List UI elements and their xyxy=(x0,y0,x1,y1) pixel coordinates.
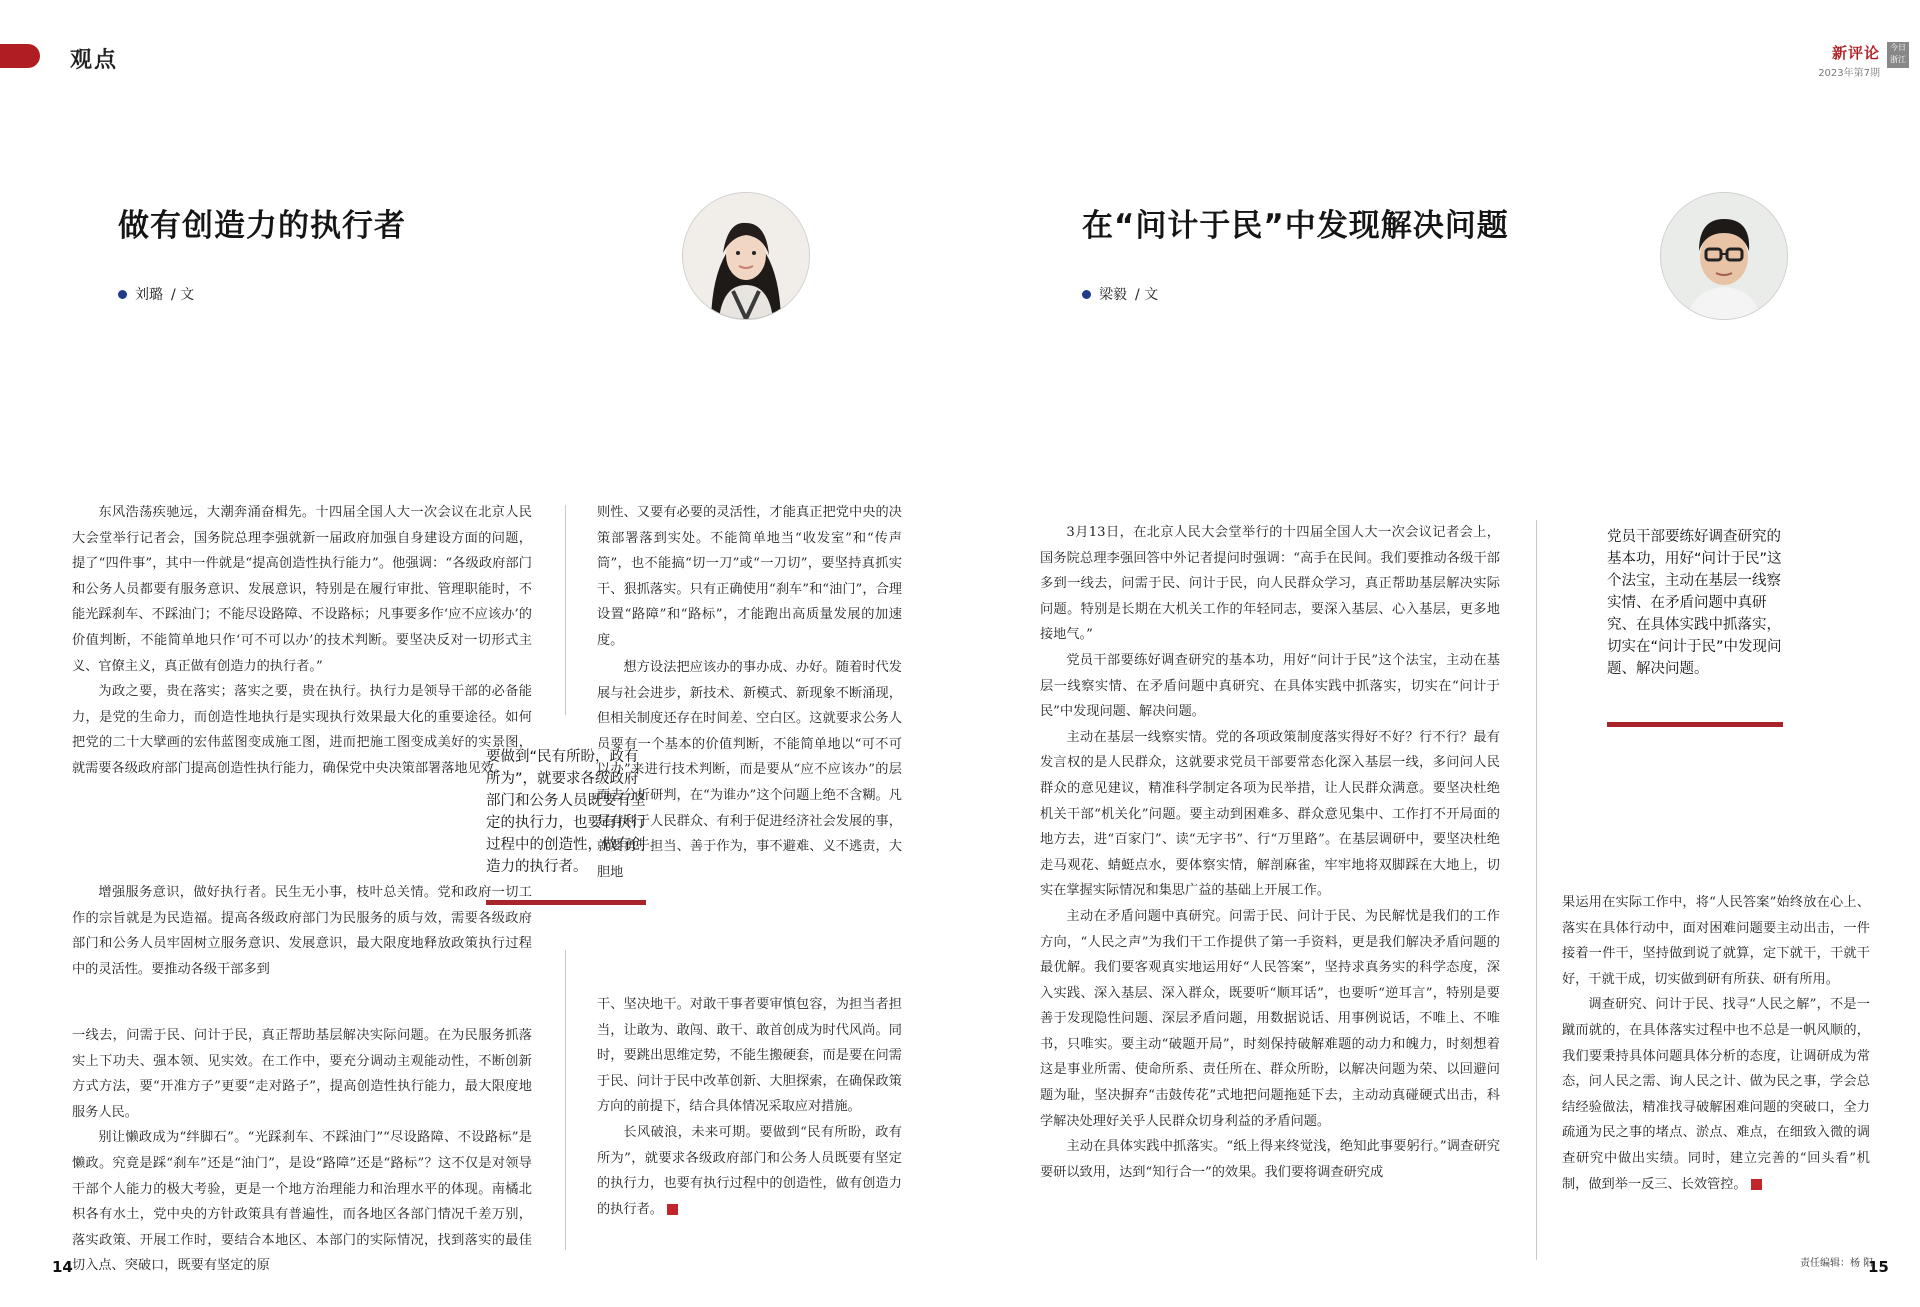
paragraph: 一线去，问需于民、问计于民，真正帮助基层解决实际问题。在为民服务抓落实上下功夫、强本领、见实效。在工作中，要充分调动主观能动性，不断创新方式方法，要“开准方子”更要“走对路子”，提高创造性执行能力，最大限度地服务人民。 xyxy=(72,1028,532,1120)
paragraph: 增强服务意识，做好执行者。民生无小事，枝叶总关情。党和政府一切工作的宗旨就是为民造福。提高各级政府部门为民服务的质与效，需要各级政府部门和公务人员牢固树立服务意识、发展意识，最大限度地释放政策执行过程中的灵活性。要推动各级干部多到 xyxy=(72,885,532,977)
section-marker xyxy=(0,44,40,68)
right-column-1 xyxy=(1040,520,1500,1185)
right-page-number: 15 xyxy=(1868,1258,1889,1276)
woman-portrait-icon xyxy=(683,193,809,319)
column-divider xyxy=(565,950,566,1250)
right-column-2 xyxy=(1562,890,1870,1197)
left-byline xyxy=(118,284,194,304)
paragraph xyxy=(1562,992,1870,1197)
right-author-portrait xyxy=(1660,192,1788,320)
paragraph: 党员干部要练好调查研究的基本功，用好“问计于民”这个法宝，主动在基层一线察实情、在矛盾问题中真研究、在具体实践中抓落实，切实在“问计于民”中发现问题、解决问题。 xyxy=(1040,652,1500,720)
paragraph: 主动在具体实践中抓落实。“纸上得来终觉浅，绝知此事要躬行。”调查研究要研以致用，达到“知行合一”的效果。我们要将调查研究成 xyxy=(1040,1139,1500,1180)
left-column-2-lower xyxy=(597,992,902,1222)
left-column-1-lower xyxy=(72,1023,532,1279)
brand-logo-text: 今日 浙江 xyxy=(1890,43,1906,64)
brand-logo-box xyxy=(1887,42,1909,68)
paragraph: 别让懒政成为“绊脚石”。“光踩刹车、不踩油门”“尽设路障、不设路标”是懒政。究竟是踩“刹车”还是“油门”，是设“路障”还是“路标”？这不仅是对领导干部个人能力的极大考验，更是一个地方治理能力和治理水平的体现。南橘北枳各有水土，党中央的方针政策具有普遍性，而各地区各部门情况千差万别，落实政策、开展工作时，要结合本地区、本部门的实际情况，找到落实的最佳切入点、突破口，既要有坚定的原 xyxy=(72,1130,532,1274)
right-pull-quote-bar xyxy=(1607,722,1783,727)
paragraph-text: 长风破浪，未来可期。要做到“民有所盼，政有所为”，就要求各级政府部门和公务人员既要有坚定的执行力，也要有执行过程中的创造性，做有创造力的执行者。 xyxy=(597,1124,902,1217)
left-column-1-mid xyxy=(72,880,532,982)
article-end-mark-icon xyxy=(667,1204,678,1215)
left-page-number: 14 xyxy=(52,1258,73,1276)
paragraph-text: 调查研究、问计于民、找寻“人民之解”，不是一蹴而就的，在具体落实过程中也不总是一帆风顺的，我们要秉持具体问题具体分析的态度，让调研成为常态，问人民之需、询人民之计、做为民之事，学会总结经验做法，精准找寻破解困难问题的突破口，全力疏通为民之事的堵点、淤点、难点，在细致入微的调查研究中做出实绩。同时，建立完善的“回头看”机制，做到举一反三、长效管控。 xyxy=(1562,997,1870,1192)
brand-name: 新评论 xyxy=(1831,44,1880,62)
byline-dot-icon xyxy=(1082,290,1091,299)
column-divider xyxy=(565,505,566,715)
left-author: 刘璐 xyxy=(135,287,163,303)
byline-dot-icon xyxy=(118,290,127,299)
paragraph: 主动在基层一线察实情。党的各项政策制度落实得好不好？行不行？最有发言权的是人民群众，这就要求党员干部要常态化深入基层一线，多问问人民群众的意见建议，精准科学制定各项为民举措，让人民群众满意。要坚决杜绝机关干部“机关化”问题。要主动到困难多、群众意见集中、工作打不开局面的地方去，进“百家门”、读“无字书”、行“万里路”。在基层调研中，要坚决杜绝走马观花、蜻蜓点水，要体察实情，解剖麻雀，牢牢地将双脚踩在大地上，切实在掌握实际情况和集思广益的基础上开展工作。 xyxy=(1040,729,1500,899)
paragraph xyxy=(597,655,902,885)
left-column-2 xyxy=(597,500,902,654)
right-byline xyxy=(1082,284,1158,304)
left-pull-quote-bar xyxy=(486,900,646,905)
section-label: 观点 xyxy=(70,47,119,73)
right-pull-quote: 党员干部要练好调查研究的基本功，用好“问计于民”这个法宝，主动在基层一线察实情、在矛盾问题中真研究、在具体实践中抓落实，切实在“问计于民”中发现问题、解决问题。 xyxy=(1607,529,1782,677)
man-portrait-icon xyxy=(1661,193,1787,319)
right-author-suffix: / 文 xyxy=(1135,287,1159,303)
paragraph-text: 想方设法把应该办的事办成、办好。随着时代发展与社会进步，新技术、新模式、新现象不断涌现，但相关制度还存在时间差、空白区。这就要求公务人员要有一个基本的价值判断，不能简单地以“可不可以办”来进行技术判断，而是要从“应不应该办”的层面去分析研判，在“为谁办”这个问题上绝不含糊。凡是有利于人民群众、有利于促进经济社会发展的事，就要勇于担当、善于作为，事不避难、义不逃责，大胆地 xyxy=(597,660,902,880)
issue-label: 2023年第7期 xyxy=(1818,68,1880,79)
paragraph: 东风浩荡疾驰远，大潮奔涌奋楫先。十四届全国人大一次会议在北京人民大会堂举行记者会，国务院总理李强就新一届政府加强自身建设方面的问题，提了“四件事”，其中一件就是“提高创造性执行能力”。他强调：“各级政府部门和公务人员都要有服务意识、发展意识，特别是在履行审批、管理职能时，不能光踩刹车、不踩油门；不能尽设路障、不设路标；凡事要多作‘应不应该办’的价值判断，不能简单地只作‘可不可以办’的技术判断。要坚决反对一切形式主义、官僚主义，真正做有创造力的执行者。” xyxy=(72,505,532,674)
column-divider xyxy=(1536,520,1537,1260)
paragraph: 主动在矛盾问题中真研究。问需于民、问计于民、为民解忧是我们的工作方向，“人民之声”为我们干工作提供了第一手资料，更是我们解决矛盾问题的最优解。我们要客观真实地运用好“人民答案”，坚持求真务实的科学态度，深入实践、深入基层、深入群众，既要听“顺耳话”，也要听“逆耳言”，特别是要善于发现隐性问题、深层矛盾问题，用数据说话、用事例说话，不唯上、不唯书，只唯实。要主动“破题开局”，时刻保持破解难题的动力和魄力，时刻想着这是事业所需、使命所系、责任所在、群众所盼，以解决问题为荣、以回避问题为耻，坚决摒弃“击鼓传花”式地把问题拖延下去，主动动真碰硬式出击，科学解决处理好关乎人民群众切身利益的矛盾问题。 xyxy=(1040,908,1500,1129)
right-article-title: 在“问计于民”中发现解决问题 xyxy=(1082,208,1509,244)
left-article-title: 做有创造力的执行者 xyxy=(118,208,406,244)
left-author-suffix: / 文 xyxy=(171,287,195,303)
left-pull-quote: 要做到“民有所盼，政有所为”，就要求各级政府部门和公务人员既要有坚定的执行力，也要有执行过程中的创造性，做有创造力的执行者。 xyxy=(486,749,646,875)
left-column-1 xyxy=(72,500,532,782)
left-column-2-first xyxy=(597,655,902,885)
article-end-mark-icon xyxy=(1751,1179,1762,1190)
paragraph: 3月13日，在北京人民大会堂举行的十四届全国人大一次会议记者会上，国务院总理李强回答中外记者提问时强调：“高手在民间。我们要推动各级干部多到一线去，问需于民、问计于民，向人民群众学习，真正帮助基层解决实际问题。特别是长期在大机关工作的年轻同志，要深入基层、心入基层，更多地接地气。” xyxy=(1040,525,1500,643)
paragraph: 为政之要，贵在落实；落实之要，贵在执行。执行力是领导干部的必备能力，是党的生命力，而创造性地执行是实现执行效果最大化的重要途径。如何把党的二十大擘画的宏伟蓝图变成施工图，进而把施工图变成美好的实景图，就需要各级政府部门提高创造性执行能力，确保党中央决策部署落地见效。 xyxy=(72,684,532,776)
paragraph: 干、坚决地干。对敢干事者要审慎包容，为担当者担当，让敢为、敢闯、敢干、敢首创成为时代风尚。同时，要跳出思维定势，不能生搬硬套，而是要在问需于民、问计于民中改革创新、大胆探索，在确保政策方向的前提下，结合具体情况采取应对措施。 xyxy=(597,997,902,1115)
paragraph: 果运用在实际工作中，将“人民答案”始终放在心上、落实在具体行动中，面对困难问题要主动出击，一件接着一件干，坚持做到说了就算，定下就干，干就干好，干就干成，切实做到研有所获、研有所用。 xyxy=(1562,895,1870,987)
right-author: 梁毅 xyxy=(1099,287,1127,303)
magazine-brand xyxy=(1818,42,1880,79)
left-author-portrait xyxy=(682,192,810,320)
paragraph: 则性、又要有必要的灵活性，才能真正把党中央的决策部署落到实处。不能简单地当“收发室”和“传声筒”，也不能搞“切一刀”或“一刀切”，要坚持真抓实干、狠抓落实。只有正确使用“刹车”和“油门”，合理设置“路障”和“路标”，才能跑出高质量发展的加速度。 xyxy=(597,505,902,648)
editor-credit: 责任编辑：杨 阳 xyxy=(1800,1258,1874,1269)
paragraph xyxy=(597,1120,902,1222)
